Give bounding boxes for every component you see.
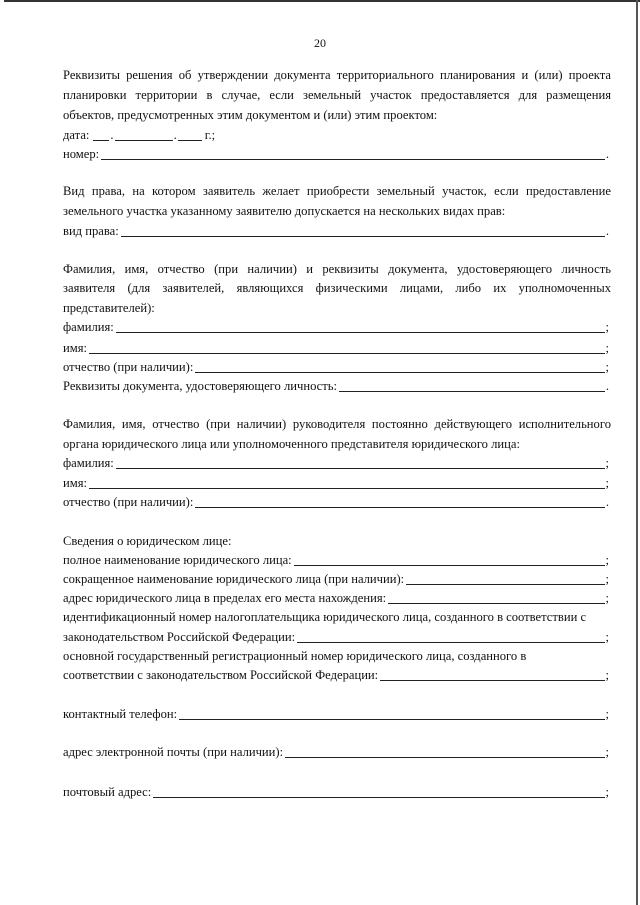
individual-patronymic-end-mark: ; bbox=[605, 360, 609, 374]
individual-name-label: имя: bbox=[63, 341, 88, 355]
email-end-mark: ; bbox=[605, 745, 609, 759]
legal-address-input-line[interactable] bbox=[388, 591, 604, 604]
number-label: номер: bbox=[63, 147, 100, 161]
inn-input-line[interactable] bbox=[297, 630, 604, 643]
head-patronymic-field[interactable] bbox=[63, 494, 609, 510]
inn-label: законодательством Российской Федерации: bbox=[63, 630, 296, 644]
date-separator-1: . bbox=[110, 128, 114, 142]
planning-text-line-1: Реквизиты решения об утверждении документа территориального планирования и (или) проекта bbox=[63, 68, 611, 82]
number-input-line[interactable] bbox=[101, 147, 605, 160]
phone-input-line[interactable] bbox=[179, 707, 604, 720]
individual-text-line-3: представителей): bbox=[63, 301, 155, 315]
head-text-line-2: органа юридического лица или уполномоченного представителя юридического лица: bbox=[63, 437, 520, 451]
individual-patronymic-input-line[interactable] bbox=[195, 360, 604, 373]
head-surname-field[interactable] bbox=[63, 455, 609, 471]
ogrn-field[interactable] bbox=[63, 667, 609, 683]
legal-full-name-label: полное наименование юридического лица: bbox=[63, 553, 292, 567]
legal-address-field[interactable] bbox=[63, 590, 609, 606]
date-month-blank[interactable] bbox=[115, 128, 173, 141]
number-field[interactable] bbox=[63, 146, 609, 162]
id-document-label: Реквизиты документа, удостоверяющего личность: bbox=[63, 379, 338, 393]
email-label: адрес электронной почты (при наличии): bbox=[63, 745, 284, 759]
id-document-end-mark: . bbox=[605, 379, 609, 393]
individual-surname-end-mark: ; bbox=[605, 320, 609, 334]
ogrn-input-line[interactable] bbox=[380, 668, 604, 681]
head-name-end-mark: ; bbox=[605, 476, 609, 490]
postal-address-label: почтовый адрес: bbox=[63, 785, 152, 799]
head-patronymic-end-mark: . bbox=[605, 495, 609, 509]
postal-address-input-line[interactable] bbox=[153, 785, 604, 798]
individual-surname-label: фамилия: bbox=[63, 320, 114, 334]
head-surname-label: фамилия: bbox=[63, 456, 114, 470]
head-patronymic-input-line[interactable] bbox=[195, 495, 604, 508]
individual-text-line-1: Фамилия, имя, отчество (при наличии) и реквизиты документа, удостоверяющего личность bbox=[63, 262, 611, 276]
email-field[interactable] bbox=[63, 744, 609, 760]
inn-end-mark: ; bbox=[605, 630, 609, 644]
head-surname-end-mark: ; bbox=[605, 456, 609, 470]
number-end-mark: . bbox=[605, 147, 609, 161]
legal-full-name-end-mark: ; bbox=[605, 553, 609, 567]
head-patronymic-label: отчество (при наличии): bbox=[63, 495, 194, 509]
legal-short-name-label: сокращенное наименование юридического лица (при наличии): bbox=[63, 572, 405, 586]
legal-short-name-field[interactable] bbox=[63, 571, 609, 587]
planning-text-line-3: объектов, предусмотренных этим документом и (или) этим проектом: bbox=[63, 108, 438, 122]
phone-label: контактный телефон: bbox=[63, 707, 178, 721]
individual-name-input-line[interactable] bbox=[89, 341, 604, 354]
head-name-field[interactable] bbox=[63, 475, 609, 491]
legal-full-name-input-line[interactable] bbox=[294, 553, 605, 566]
individual-patronymic-field[interactable] bbox=[63, 359, 609, 375]
page-number: 20 bbox=[314, 36, 326, 50]
head-name-input-line[interactable] bbox=[89, 476, 604, 489]
right-type-input-line[interactable] bbox=[121, 224, 605, 237]
date-suffix: г.; bbox=[204, 128, 216, 142]
planning-text-line-2: планировки территории в случае, если земельный участок предоставляется для размещения bbox=[63, 88, 611, 102]
legal-address-end-mark: ; bbox=[605, 591, 609, 605]
right-type-text-line-2: земельного участка указанному заявителю допускается на нескольких видах прав: bbox=[63, 204, 506, 218]
postal-address-field[interactable] bbox=[63, 784, 609, 800]
top-border-rule bbox=[4, 0, 640, 2]
legal-address-label: адрес юридического лица в пределах его места нахождения: bbox=[63, 591, 387, 605]
right-type-label: вид права: bbox=[63, 224, 119, 238]
ogrn-text-line-1: основной государственный регистрационный номер юридического лица, созданного в bbox=[63, 649, 527, 663]
inn-field[interactable] bbox=[63, 629, 609, 645]
right-type-text-line-1: Вид права, на котором заявитель желает приобрести земельный участок, если предоставление bbox=[63, 184, 611, 198]
date-label: дата: bbox=[63, 128, 90, 142]
inn-text-line-1: идентификационный номер налогоплательщика юридического лица, созданного в соответствии с bbox=[63, 610, 587, 624]
ogrn-label: соответствии с законодательством Российской Федерации: bbox=[63, 668, 379, 682]
individual-patronymic-label: отчество (при наличии): bbox=[63, 360, 194, 374]
legal-short-name-input-line[interactable] bbox=[406, 572, 604, 585]
individual-name-end-mark: ; bbox=[605, 341, 609, 355]
date-year-blank[interactable] bbox=[178, 128, 202, 141]
id-document-input-line[interactable] bbox=[339, 379, 605, 392]
date-separator-2: . bbox=[173, 128, 177, 142]
ogrn-end-mark: ; bbox=[605, 668, 609, 682]
legal-entity-heading: Сведения о юридическом лице: bbox=[63, 534, 232, 548]
postal-address-end-mark: ; bbox=[605, 785, 609, 799]
right-type-field[interactable] bbox=[63, 223, 609, 239]
individual-surname-field[interactable] bbox=[63, 319, 609, 335]
head-surname-input-line[interactable] bbox=[116, 456, 605, 469]
date-day-blank[interactable] bbox=[93, 128, 109, 141]
individual-surname-input-line[interactable] bbox=[116, 320, 605, 333]
individual-name-field[interactable] bbox=[63, 340, 609, 356]
right-type-end-mark: . bbox=[605, 224, 609, 238]
date-field[interactable] bbox=[63, 127, 233, 143]
email-input-line[interactable] bbox=[285, 745, 604, 758]
head-text-line-1: Фамилия, имя, отчество (при наличии) руководителя постоянно действующего исполнительного bbox=[63, 417, 611, 431]
individual-text-line-2: заявителя (для заявителей, являющихся физическими лицами, либо их уполномоченных bbox=[63, 281, 611, 295]
phone-field[interactable] bbox=[63, 706, 609, 722]
phone-end-mark: ; bbox=[605, 707, 609, 721]
legal-short-name-end-mark: ; bbox=[605, 572, 609, 586]
legal-full-name-field[interactable] bbox=[63, 552, 609, 568]
right-border-rule bbox=[636, 0, 638, 905]
head-name-label: имя: bbox=[63, 476, 88, 490]
id-document-field[interactable] bbox=[63, 378, 609, 394]
